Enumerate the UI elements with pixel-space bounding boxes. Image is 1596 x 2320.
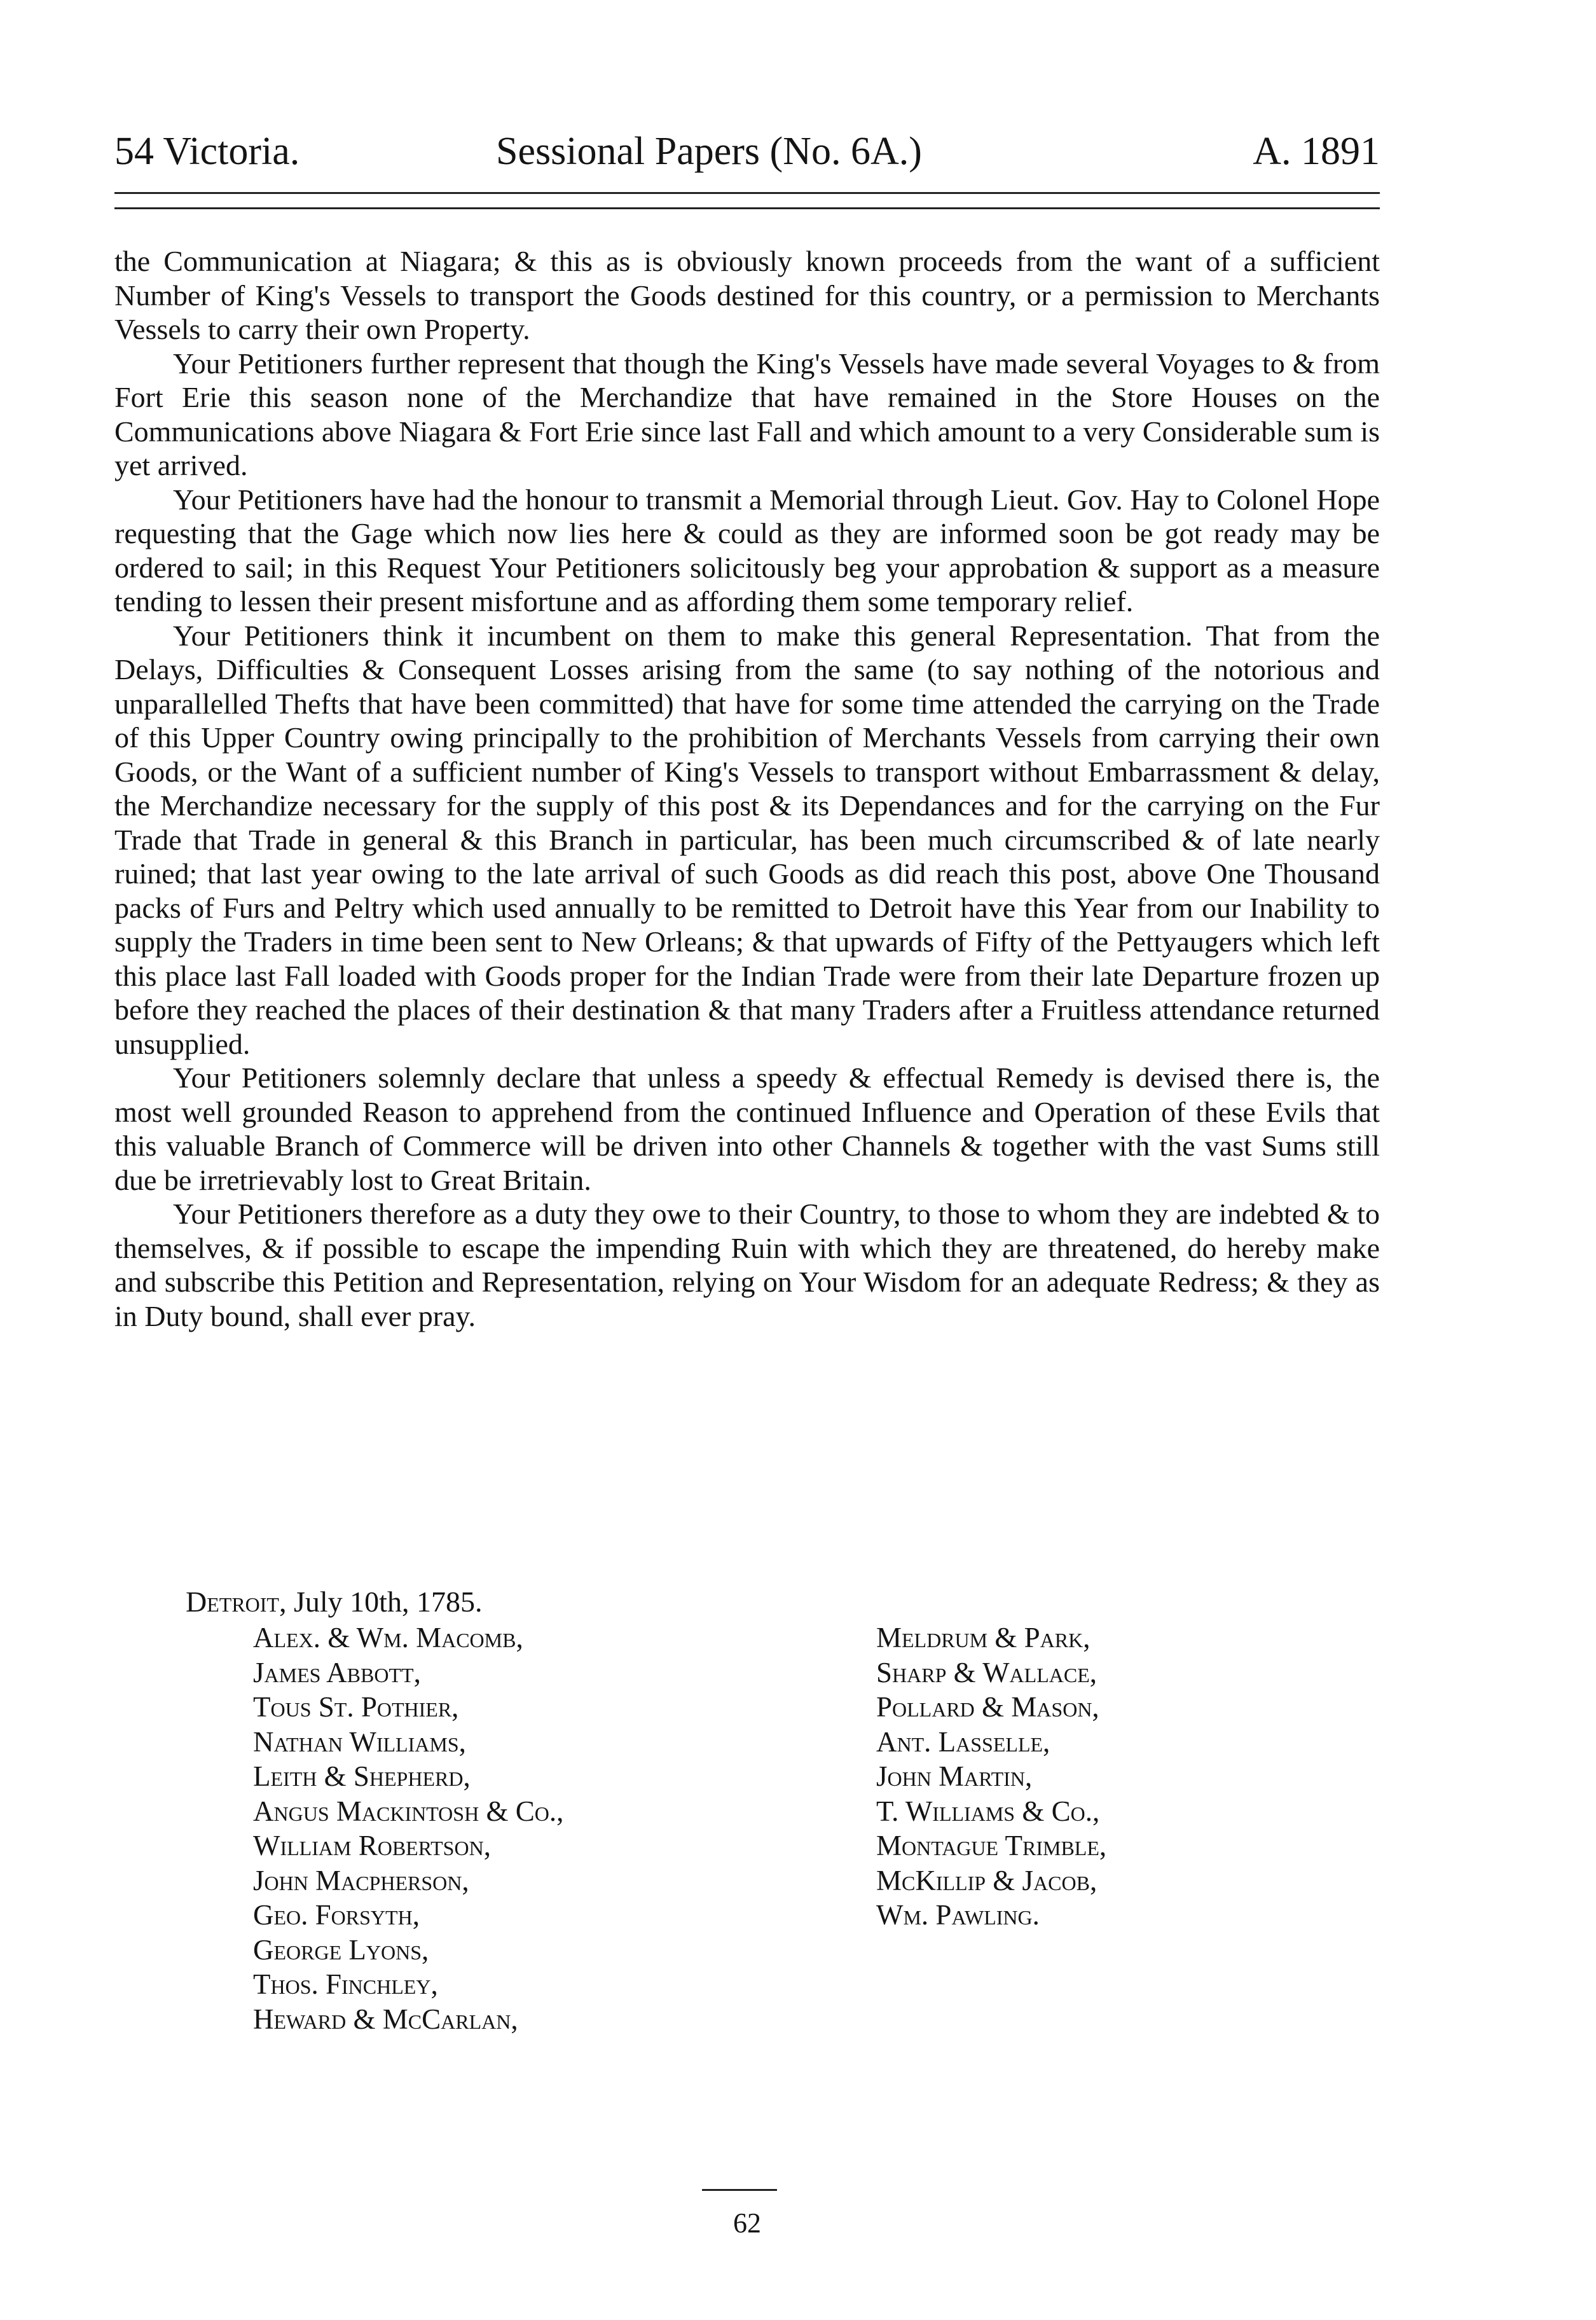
- signatory: Tous St. Pothier,: [253, 1691, 459, 1723]
- signatory: James Abbott,: [253, 1656, 421, 1688]
- signatory: Nathan Williams,: [253, 1725, 466, 1758]
- header-rule-top: [114, 192, 1380, 194]
- signatory: Heward & McCarlan,: [253, 2003, 518, 2035]
- dateline-date: , July 10th, 1785.: [279, 1585, 483, 1618]
- signatory: George Lyons,: [253, 1933, 429, 1966]
- paragraph: Your Petitioners have had the honour to transmit a Memorial through Lieut. Gov. Hay to Colonel Hope requesting that the Gage which now lies here & could as they are informed soon be got ready may be ordered to sail; in this Request Your Petitioners solicitously beg your approbation & support as a measure tending to lessen their present misfortune and as affording them some temporary relief.: [114, 483, 1380, 618]
- document-page: [114, 0, 1380, 2320]
- signatures-left-column: [253, 1620, 825, 2036]
- header-year: A. 1891: [1253, 130, 1380, 173]
- header-title: Sessional Papers (No. 6A.): [496, 130, 922, 173]
- footer-rule: [702, 2189, 777, 2191]
- running-header: [114, 127, 1380, 176]
- signatory: T. Williams & Co.,: [876, 1795, 1100, 1827]
- paragraph: Your Petitioners solemnly declare that unless a speedy & effectual Remedy is devised there is, the most well grounded Reason to apprehend from the continued Influence and Operation of these Evils that this valuable Branch of Commerce will be driven into other Channels & together with the vast Sums still due be irretrievably lost to Great Britain.: [114, 1061, 1380, 1196]
- signatory: John Martin,: [876, 1760, 1033, 1792]
- signatory: John Macpherson,: [253, 1864, 469, 1896]
- paragraph: Your Petitioners think it incumbent on them to make this general Representation. That from the Delays, Difficulties & Consequent Losses arising from the same (to say nothing of the notorious and unparallelled Thefts that have been committed) that have for some time attended the carrying on the Trade of this Upper Country owing principally to the prohibition of Merchants Vessels from carrying their own Goods, or the Want of a sufficient number of King's Vessels to transport without Embarrassment & delay, the Merchandize necessary for the supply of this post & its Dependances and for the carrying on the Fur Trade that Trade in general & this Branch in particular, has been much circumscribed & of late nearly ruined; that last year owing to the late arrival of such Goods as did reach this post, above One Thousand packs of Furs and Peltry which used annually to be remitted to Detroit have this Year from our Inability to supply the Traders in time been sent to New Orleans; & that upwards of Fifty of the Pettyaugers which left this place last Fall loaded with Goods proper for the Indian Trade were from their late Departure frozen up before they reached the places of their destination & that many Traders after a Fruitless attendance returned unsupplied.: [114, 619, 1380, 1060]
- signatory: Ant. Lasselle,: [876, 1725, 1050, 1758]
- signatory: Alex. & Wm. Macomb,: [253, 1622, 523, 1654]
- signatory: McKillip & Jacob,: [876, 1864, 1097, 1896]
- dateline: [186, 1585, 482, 1619]
- header-rule-bottom: [114, 207, 1380, 209]
- signatory: Wm. Pawling.: [876, 1899, 1040, 1931]
- signatory: Montague Trimble,: [876, 1830, 1107, 1861]
- page-number: 62: [733, 2207, 761, 2239]
- signatory: Geo. Forsyth,: [253, 1899, 420, 1931]
- signatory: Sharp & Wallace,: [876, 1656, 1097, 1688]
- signatures-right-column: [876, 1620, 1359, 1933]
- paragraph: Your Petitioners further represent that though the King's Vessels have made several Voyages to & from Fort Erie this season none of the Merchandize that have remained in the Store Houses on the Communications above Niagara & Fort Erie since last Fall and which amount to a very Considerable sum is yet arrived.: [114, 347, 1380, 481]
- paragraph: Your Petitioners therefore as a duty they owe to their Country, to those to whom they are indebted & to themselves, & if possible to escape the impending Ruin with which they are threatened, do hereby make and subscribe this Petition and Representation, relying on Your Wisdom for an adequate Redress; & they as in Duty bound, shall ever pray.: [114, 1198, 1380, 1332]
- dateline-place: Detroit: [186, 1585, 279, 1618]
- header-session: 54 Victoria.: [114, 130, 300, 173]
- petition-body: [114, 244, 1380, 1333]
- signatory: Pollard & Mason,: [876, 1691, 1099, 1723]
- signatory: Angus Mackintosh & Co.,: [253, 1795, 564, 1827]
- paragraph: the Communication at Niagara; & this as is obviously known proceeds from the want of a sufficient Number of King's Vessels to transport the Goods destined for this country, or a permission to Merchants Vessels to carry their own Property.: [114, 245, 1380, 345]
- signatory: Meldrum & Park,: [876, 1622, 1090, 1654]
- signatory: William Robertson,: [253, 1830, 491, 1861]
- signatory: Leith & Shepherd,: [253, 1760, 471, 1792]
- signatory: Thos. Finchley,: [253, 1968, 438, 2000]
